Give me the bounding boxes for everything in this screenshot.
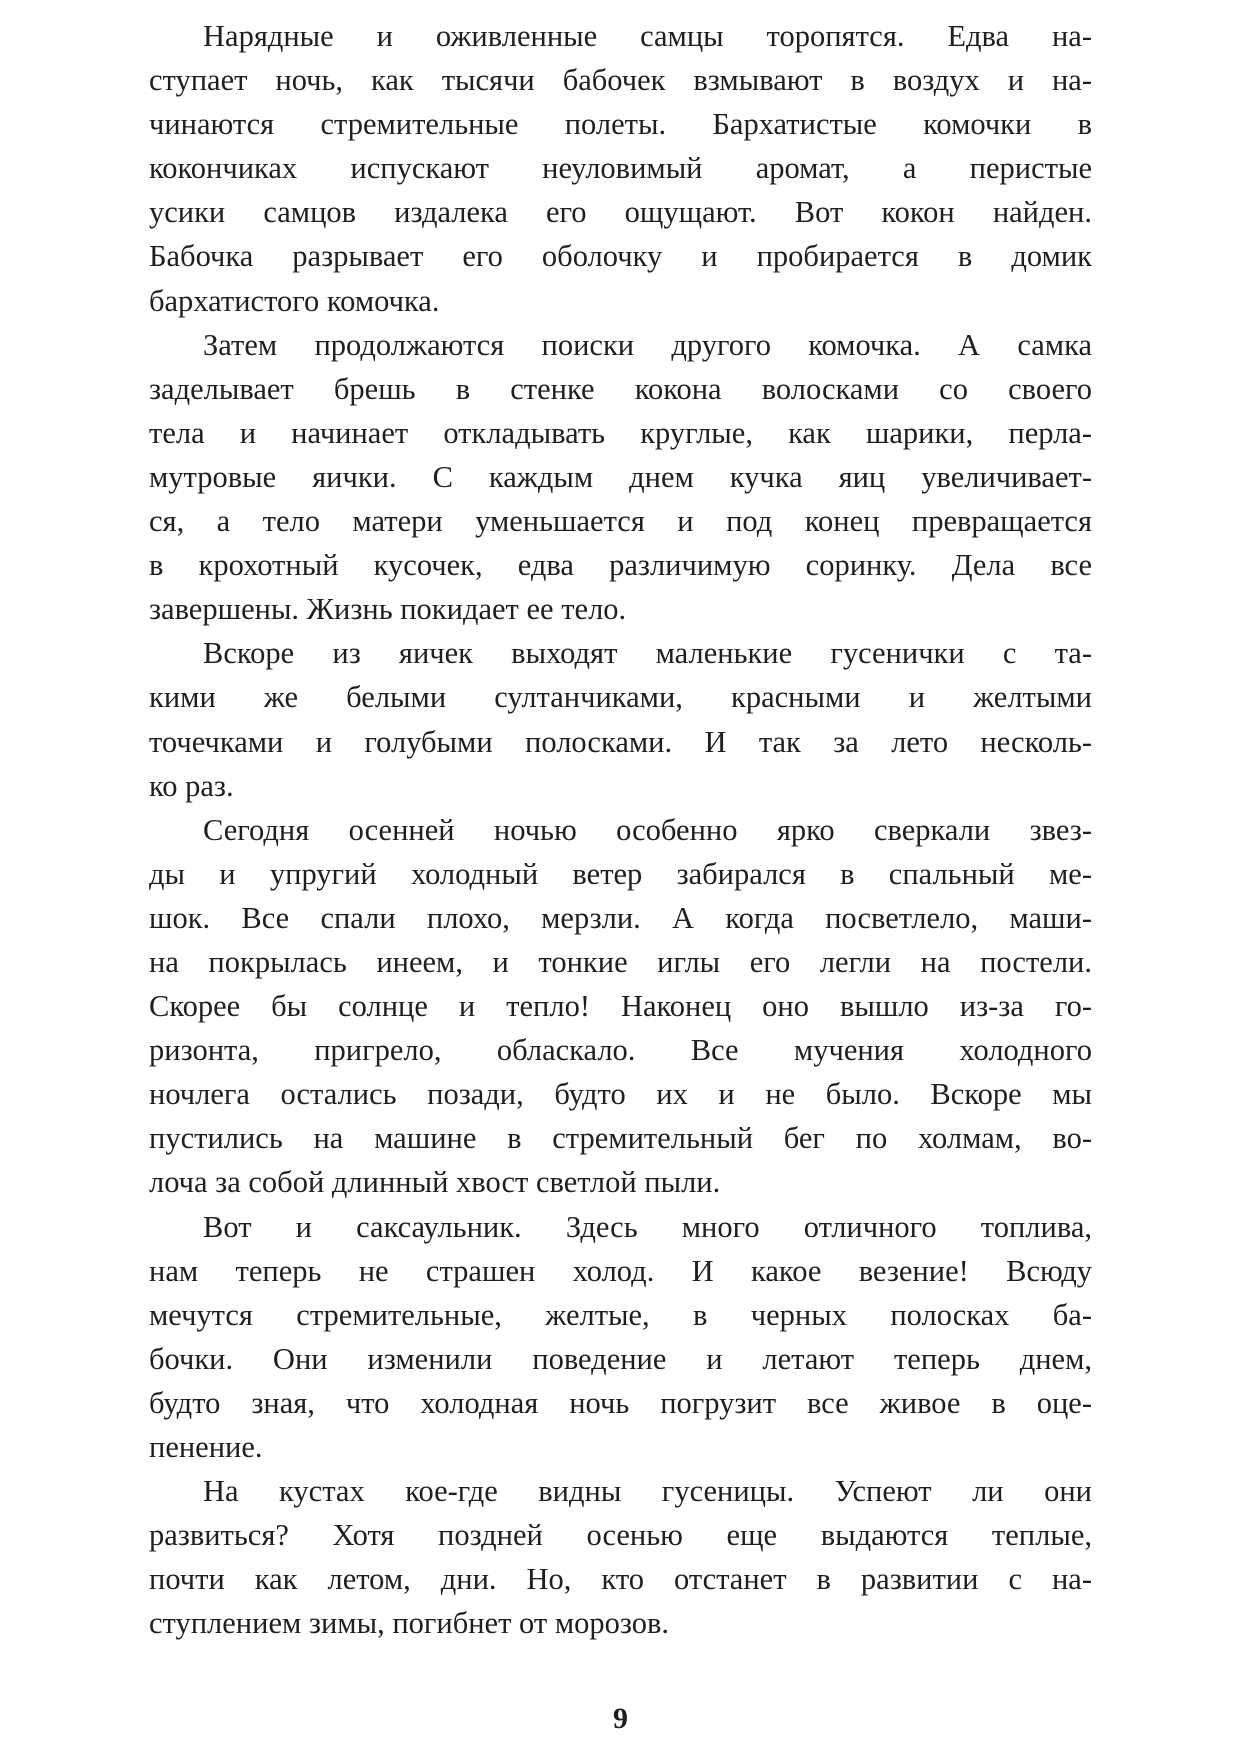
text-line: Бабочка разрывает его оболочку и пробирается в домик xyxy=(149,239,1092,274)
text-line: нам теперь не страшен холод. И какое везение! Всюду xyxy=(149,1253,1092,1288)
paragraph xyxy=(149,323,1092,632)
text-line: ся, а тело матери уменьшается и под конец превращается xyxy=(149,504,1092,539)
text-line: ды и упругий холодный ветер забирался в спальный ме- xyxy=(149,856,1092,891)
text-line: Вскоре из яичек выходят маленькие гусенички с та- xyxy=(203,636,1092,671)
text-line: на покрылась инеем, и тонкие иглы его легли на постели. xyxy=(149,944,1092,979)
paragraph xyxy=(149,14,1092,323)
paragraph xyxy=(149,631,1092,807)
text-line: почти как летом, дни. Но, кто отстанет в развитии с на- xyxy=(149,1562,1092,1597)
text-line: Нарядные и оживленные самцы торопятся. Едва на- xyxy=(203,19,1092,53)
text-line: Скорее бы солнце и тепло! Наконец оно вышло из-за го- xyxy=(149,989,1092,1024)
text-line: На кустах кое-где видны гусеницы. Успеют ли они xyxy=(203,1474,1092,1509)
text-line: тела и начинает откладывать круглые, как шарики, перла- xyxy=(149,415,1092,450)
text-line: бархатистого комочка. xyxy=(149,283,440,318)
text-line: шок. Все спали плохо, мерзли. А когда посветлело, маши- xyxy=(149,900,1092,935)
text-line: заделывает брешь в стенке кокона волосками со своего xyxy=(149,371,1092,406)
text-line: чинаются стремительные полеты. Бархатистые комочки в xyxy=(149,107,1092,142)
paragraph xyxy=(149,1205,1092,1470)
text-line: Вот и саксаульник. Здесь много отличного топлива, xyxy=(203,1209,1092,1244)
text-line: лоча за собой длинный хвост светлой пыли. xyxy=(149,1165,721,1200)
page-number: 9 xyxy=(613,1702,628,1735)
paragraph xyxy=(149,1469,1092,1645)
text-line: будто зная, что холодная ночь погрузит все живое в оце- xyxy=(149,1385,1092,1420)
text-line: завершены. Жизнь покидает ее тело. xyxy=(149,592,627,627)
text-line: мечутся стремительные, желтые, в черных полосках ба- xyxy=(149,1297,1092,1332)
text-line: ступает ночь, как тысячи бабочек взмывают в воздух и на- xyxy=(149,63,1092,98)
text-line: пустились на машине в стремительный бег по холмам, во- xyxy=(149,1121,1092,1156)
text-line: Затем продолжаются поиски другого комочка. А самка xyxy=(203,327,1092,362)
body-text xyxy=(149,14,1092,1645)
text-line: пенение. xyxy=(149,1430,263,1464)
text-line: в крохотный кусочек, едва различимую соринку. Дела все xyxy=(149,548,1092,583)
text-line: мутровые яички. С каждым днем кучка яиц увеличивает- xyxy=(149,459,1092,494)
text-line: развиться? Хотя поздней осенью еще выдаются теплые, xyxy=(149,1518,1092,1553)
text-line: ризонта, пригрело, обласкало. Все мучения холодного xyxy=(149,1033,1092,1068)
text-line: усики самцов издалека его ощущают. Вот кокон найден. xyxy=(149,195,1092,230)
text-line: кими же белыми султанчиками, красными и желтыми xyxy=(149,680,1092,715)
text-line: ступлением зимы, погибнет от морозов. xyxy=(149,1606,670,1641)
text-line: Сегодня осенней ночью особенно ярко сверкали звез- xyxy=(203,812,1092,847)
text-line: ночлега остались позади, будто их и не было. Вскоре мы xyxy=(149,1077,1092,1112)
text-line: ко раз. xyxy=(149,768,234,803)
paragraph xyxy=(149,808,1092,1205)
text-line: бочки. Они изменили поведение и летают теперь днем, xyxy=(149,1341,1092,1376)
book-page xyxy=(149,14,1092,1735)
text-line: кокончиках испускают неуловимый аромат, а перистые xyxy=(149,151,1092,186)
text-line: точечками и голубыми полосками. И так за лето несколь- xyxy=(149,724,1092,759)
